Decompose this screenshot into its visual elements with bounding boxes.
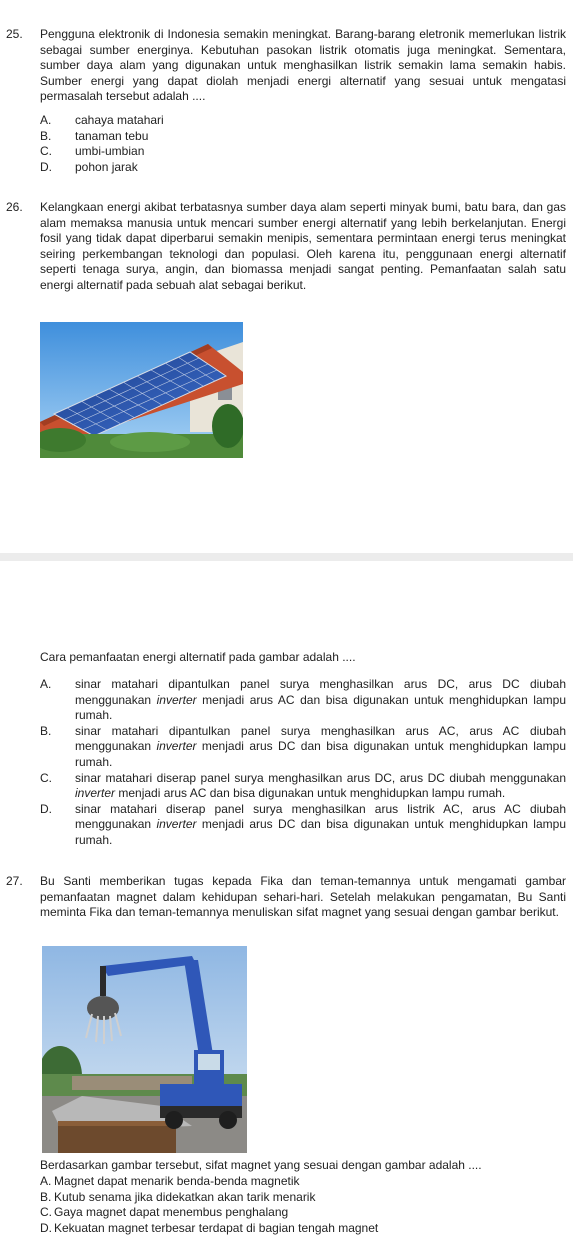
magnet-crane-photo xyxy=(42,946,247,1153)
option-text: cahaya matahari xyxy=(75,113,164,127)
option-text-post: menjadi arus AC dan bisa digunakan untuk menghidupkan lampu rumah. xyxy=(115,786,506,801)
option-text-pre: sinar matahari diserap panel surya menghasilkan arus listrik AC, arus AC diubah menggunakan xyxy=(75,801,566,832)
q26-number: 26. xyxy=(6,200,23,214)
option-letter: A. xyxy=(40,677,52,691)
q25-option-d[interactable] xyxy=(40,160,566,176)
q26-option-c[interactable] xyxy=(40,771,566,802)
q25-number: 25. xyxy=(6,27,23,41)
option-letter: D. xyxy=(40,159,52,174)
q25-text: Pengguna elektronik di Indonesia semakin meningkat. Barang-barang eletronik memerlukan listrik sebagai sumber energinya. Kebutuhan pasokan listrik otomatis juga meningkat. Sementara, sumber daya alam yang digunakan untuk menghasilkan listrik semakin lama semakin habis. Sumber energi yang dapat diolah menjadi energi alternatif yang sesuai untuk mengatasi permasalah tersebut adalah .... xyxy=(40,27,566,104)
q27-option-a[interactable] xyxy=(40,1174,566,1190)
option-text-pre: sinar matahari dipantulkan panel surya menghasilkan arus AC, arus AC diubah menggunakan xyxy=(75,723,566,754)
q27-option-d[interactable] xyxy=(40,1221,566,1237)
option-text: Kutub senama jika didekatkan akan tarik menarik xyxy=(54,1189,316,1204)
option-text-italic: inverter xyxy=(156,739,197,754)
option-text: pohon jarak xyxy=(75,159,138,174)
option-text xyxy=(75,677,566,724)
section-divider xyxy=(0,553,573,561)
magnet-crane-icon xyxy=(42,946,247,1153)
q26-options xyxy=(40,677,566,849)
q27-option-c[interactable] xyxy=(40,1205,566,1221)
q26-question: Cara pemanfaatan energi alternatif pada gambar adalah .... xyxy=(40,650,356,664)
option-text-pre: sinar matahari diserap panel surya menghasilkan arus DC, arus DC diubah menggunakan xyxy=(75,770,566,785)
option-text xyxy=(75,724,566,771)
option-text: Magnet dapat menarik benda-benda magnetik xyxy=(54,1174,300,1188)
option-letter: D. xyxy=(40,1220,52,1235)
option-text-italic: inverter xyxy=(156,692,197,707)
option-text xyxy=(75,802,566,849)
q25-option-c[interactable] xyxy=(40,144,566,160)
option-text xyxy=(75,771,566,802)
solar-panel-house-photo xyxy=(40,322,243,458)
option-letter: B. xyxy=(40,1189,52,1204)
option-letter: C. xyxy=(40,144,52,159)
q27-options xyxy=(40,1174,566,1236)
q25-options xyxy=(40,113,566,175)
option-letter: B. xyxy=(40,128,52,143)
q26-option-b[interactable] xyxy=(40,724,566,771)
option-text-italic: inverter xyxy=(156,817,197,832)
q27-option-b[interactable] xyxy=(40,1190,566,1206)
option-text-italic: inverter xyxy=(75,786,116,801)
option-letter: A. xyxy=(40,1174,52,1188)
q26-option-d[interactable] xyxy=(40,802,566,849)
q27-text: Bu Santi memberikan tugas kepada Fika dan teman-temannya untuk mengamati gambar pemanfaatan magnet dalam kehidupan sehari-hari. Setelah melakukan pengamatan, Bu Santi meminta Fika dan teman-temannya menuliskan sifat magnet yang sesuai dengan gambar berikut. xyxy=(40,874,566,920)
option-letter: B. xyxy=(40,723,52,738)
q27-question: Berdasarkan gambar tersebut, sifat magnet yang sesuai dengan gambar adalah .... xyxy=(40,1158,482,1172)
option-text-post: menjadi arus DC dan bisa digunakan untuk menghidupkan lampu rumah. xyxy=(75,739,566,769)
q26-text: Kelangkaan energi akibat terbatasnya sumber daya alam seperti minyak bumi, batu bara, dan gas alam memaksa manusia untuk mencari sumber energi alternatif yang lebih berkelanjutan. Energi fosil yang tidak dapat diperbarui semakin menipis, sementara permintaan energi terus meningkat seiring perkembangan teknologi dan populasi. Oleh karena itu, penggunaan energi alternatif seperti tenaga surya, angin, dan biomassa menjadi sangat penting. Pemanfaatan salah satu energi alternatif pada sebuah alat sebagai berikut. xyxy=(40,200,566,292)
option-text: umbi-umbian xyxy=(75,144,145,159)
solar-panel-house-icon xyxy=(40,322,243,458)
option-text: Gaya magnet dapat menembus penghalang xyxy=(54,1205,289,1220)
option-text-pre: sinar matahari dipantulkan panel surya menghasilkan arus DC, arus DC diubah menggunakan xyxy=(75,677,566,707)
option-text-post: menjadi arus DC dan bisa digunakan untuk menghidupkan lampu rumah. xyxy=(75,817,566,847)
option-text: Kekuatan magnet terbesar terdapat di bagian tengah magnet xyxy=(54,1220,379,1235)
q26-option-a[interactable] xyxy=(40,677,566,724)
option-letter: C. xyxy=(40,1205,52,1220)
q25-option-a[interactable] xyxy=(40,113,566,129)
option-text: tanaman tebu xyxy=(75,128,149,143)
q27-number: 27. xyxy=(6,874,23,888)
option-letter: A. xyxy=(40,113,52,127)
option-letter: D. xyxy=(40,801,52,816)
option-text-post: menjadi arus AC dan bisa digunakan untuk menghidupkan lampu rumah. xyxy=(75,692,566,723)
option-letter: C. xyxy=(40,770,52,785)
q25-option-b[interactable] xyxy=(40,129,566,145)
